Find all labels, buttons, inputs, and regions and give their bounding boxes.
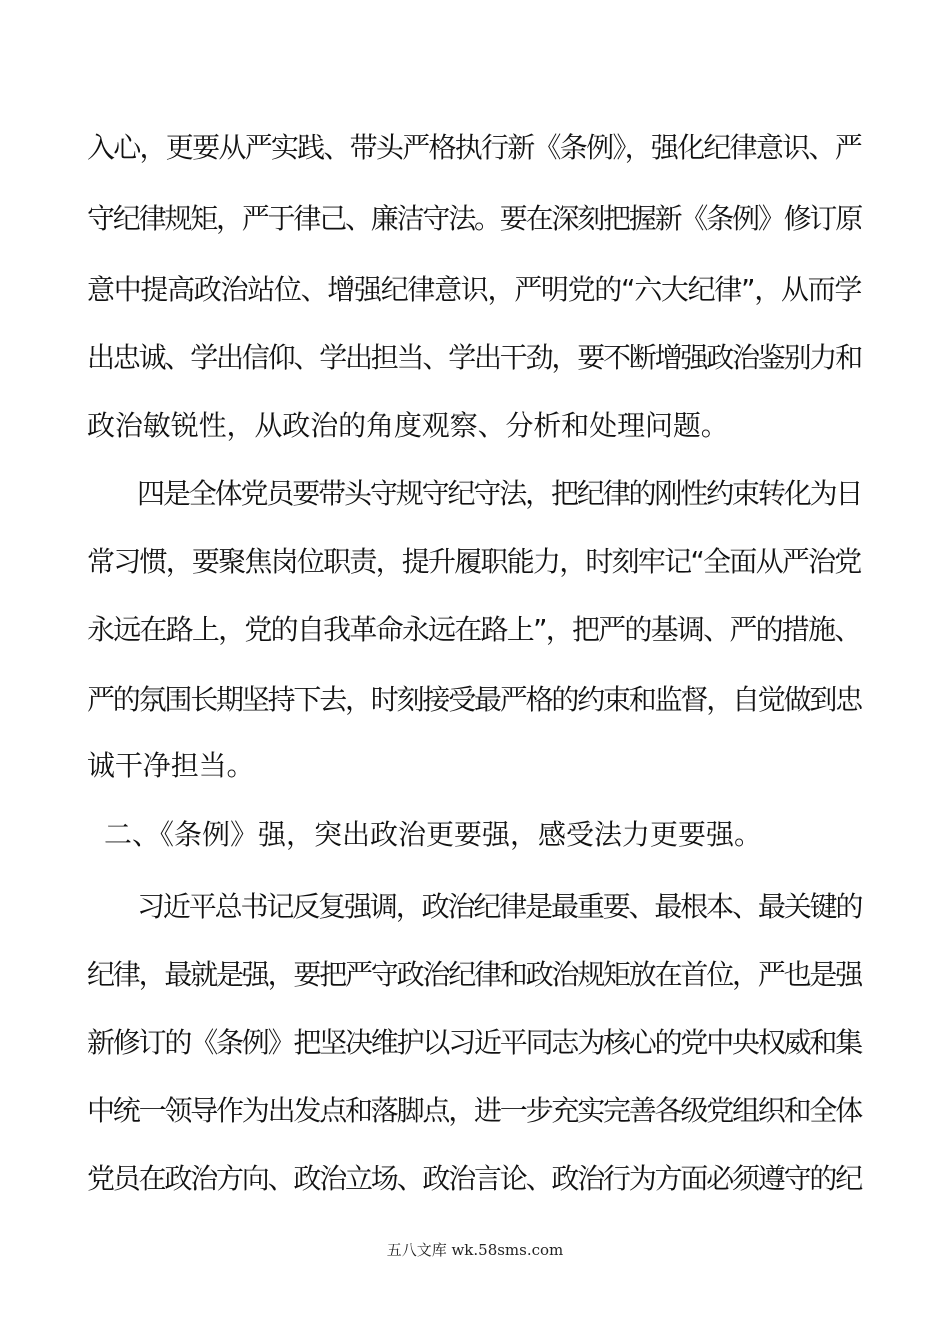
text-line: 诚干净担当。 [87,749,255,782]
text-line: 常习惯，要聚焦岗位职责，提升履职能力，时刻牢记“全面从严治党 [87,545,861,578]
text-line: 守纪律规矩，严于律己、廉洁守法。要在深刻把握新《条例》修订原 [87,202,862,235]
text-line: 出忠诚、学出信仰、学出担当、学出干劲，要不断增强政治鉴别力和 [87,341,862,374]
text-line: 严的氛围长期坚持下去，时刻接受最严格的约束和监督，自觉做到忠 [87,683,862,716]
text-line: 纪律，最就是强，要把严守政治纪律和政治规矩放在首位，严也是强 [87,958,862,991]
text-line: 党员在政治方向、政治立场、政治言论、政治行为方面必须遵守的纪 [87,1162,862,1195]
paragraph-start-line: 四是全体党员要带头守规守纪守法，把纪律的刚性约束转化为日 [137,477,862,510]
text-line: 新修订的《条例》把坚决维护以习近平同志为核心的党中央权威和集 [87,1026,862,1059]
paragraph-start-line: 习近平总书记反复强调，政治纪律是最重要、最根本、最关键的 [137,890,862,923]
text-line: 永远在路上，党的自我革命永远在路上”，把严的基调、严的措施、 [87,613,861,646]
text-line: 政治敏锐性，从政治的角度观察、分析和处理问题。 [87,409,729,442]
text-line: 入心，更要从严实践、带头严格执行新《条例》，强化纪律意识、严 [87,131,862,164]
text-line: 意中提高政治站位、增强纪律意识，严明党的“六大纪律”，从而学 [87,273,862,306]
text-line: 中统一领导作为出发点和落脚点，进一步充实完善各级党组织和全体 [87,1094,862,1127]
section-heading: 二、《条例》强，突出政治更要强，感受法力更要强。 [104,818,763,851]
footer-watermark: 五八文库 wk.58sms.com [386,1241,564,1259]
